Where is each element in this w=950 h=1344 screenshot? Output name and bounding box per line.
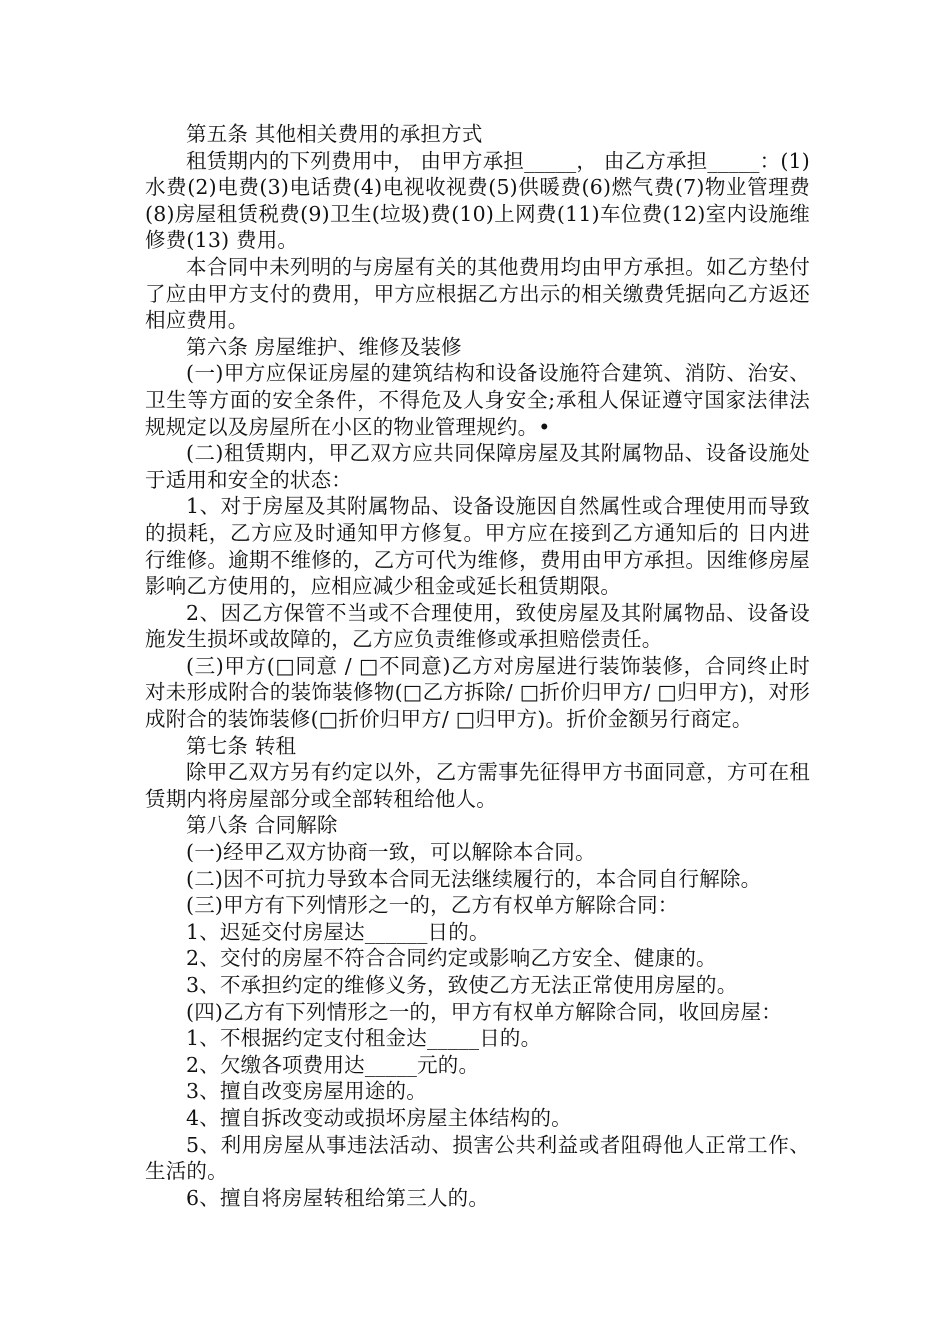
clause-8-3-item-2: 2、交付的房屋不符合合同约定或影响乙方安全、健康的。 [186, 946, 717, 971]
paragraph-other-fees: 本合同中未列明的与房屋有关的其他费用均由甲方承担。如乙方垫付了应由甲方支付的费用，甲方应根据乙方出示的相关缴费凭据向乙方返还相应费用。 [145, 254, 810, 333]
clause-8-4: (四)乙方有下列情形之一的，甲方有权单方解除合同，收回房屋： [186, 999, 782, 1024]
document-body [145, 121, 810, 1211]
clause-8-4-item-1: 1、不根据约定支付租金达_____日的。 [186, 1026, 542, 1051]
clause-8-3-item-3: 3、不承担约定的维修义务，致使乙方无法正常使用房屋的。 [186, 973, 738, 997]
clause-8-2: (二)因不可抗力导致本合同无法继续履行的，本合同自行解除。 [186, 866, 762, 891]
clause-8-1: (一)经甲乙双方协商一致，可以解除本合同。 [186, 840, 596, 865]
clause-7: 除甲乙双方另有约定以外，乙方需事先征得甲方书面同意，方可在租赁期内将房屋部分或全部转租给他人。 [145, 760, 810, 811]
clause-8-3-item-1: 1、迟延交付房屋达______日的。 [186, 919, 490, 944]
clause-8-3: (三)甲方有下列情形之一的，乙方有权单方解除合同： [186, 893, 679, 918]
section-heading-5: 第五条 其他相关费用的承担方式 [186, 122, 483, 146]
section-heading-6: 第六条 房屋维护、维修及装修 [186, 334, 462, 359]
clause-8-4-item-4: 4、擅自拆改变动或损坏房屋主体结构的。 [186, 1105, 572, 1130]
clause-6-2-item-2: 2、因乙方保管不当或不合理使用，致使房屋及其附属物品、设备设施发生损坏或故障的，乙方应负责维修或承担赔偿责任。 [145, 600, 810, 652]
clause-6-2: (二)租赁期内，甲乙双方应共同保障房屋及其附属物品、设备设施处于适用和安全的状态： [145, 441, 810, 492]
clause-8-4-item-3: 3、擅自改变房屋用途的。 [186, 1079, 427, 1104]
clause-6-3: (三)甲方(□同意 / □不同意)乙方对房屋进行装饰装修，合同终止时对未形成附合的装饰装修物(□乙方拆除/ □折价归甲方/ □归甲方)，对形成附合的装饰装修(□折价归甲方/ □归甲方)。折价金额另行商定。 [145, 653, 810, 732]
paragraph-fee-list: 租赁期内的下列费用中， 由甲方承担_____， 由乙方承担_____：(1)水费(2)电费(3)电话费(4)电视收视费(5)供暖费(6)燃气费(7)物业管理费(8)房屋租赁税费(9)卫生(垃圾)费(10)上网费(11)车位费(12)室内设施维修费(13) 费用。 [145, 148, 810, 253]
clause-8-4-item-2: 2、欠缴各项费用达_____元的。 [186, 1052, 480, 1077]
section-heading-7: 第七条 转租 [186, 733, 297, 758]
section-heading-8: 第八条 合同解除 [186, 813, 338, 838]
clause-8-4-item-5: 5、利用房屋从事违法活动、损害公共利益或者阻碍他人正常工作、生活的。 [145, 1132, 810, 1184]
clause-6-2-item-1: 1、对于房屋及其附属物品、设备设施因自然属性或合理使用而导致的损耗，乙方应及时通知甲方修复。甲方应在接到乙方通知后的 日内进行维修。逾期不维修的，乙方可代为维修，费用由甲方承担。因维修房屋影响乙方使用的，应相应减少租金或延长租赁期限。 [145, 494, 810, 599]
clause-8-4-item-6: 6、擅自将房屋转租给第三人的。 [186, 1185, 490, 1210]
clause-6-1: (一)甲方应保证房屋的建筑结构和设备设施符合建筑、消防、治安、卫生等方面的安全条件，不得危及人身安全;承租人保证遵守国家法律法规规定以及房屋所在小区的物业管理规约。• [145, 361, 810, 439]
